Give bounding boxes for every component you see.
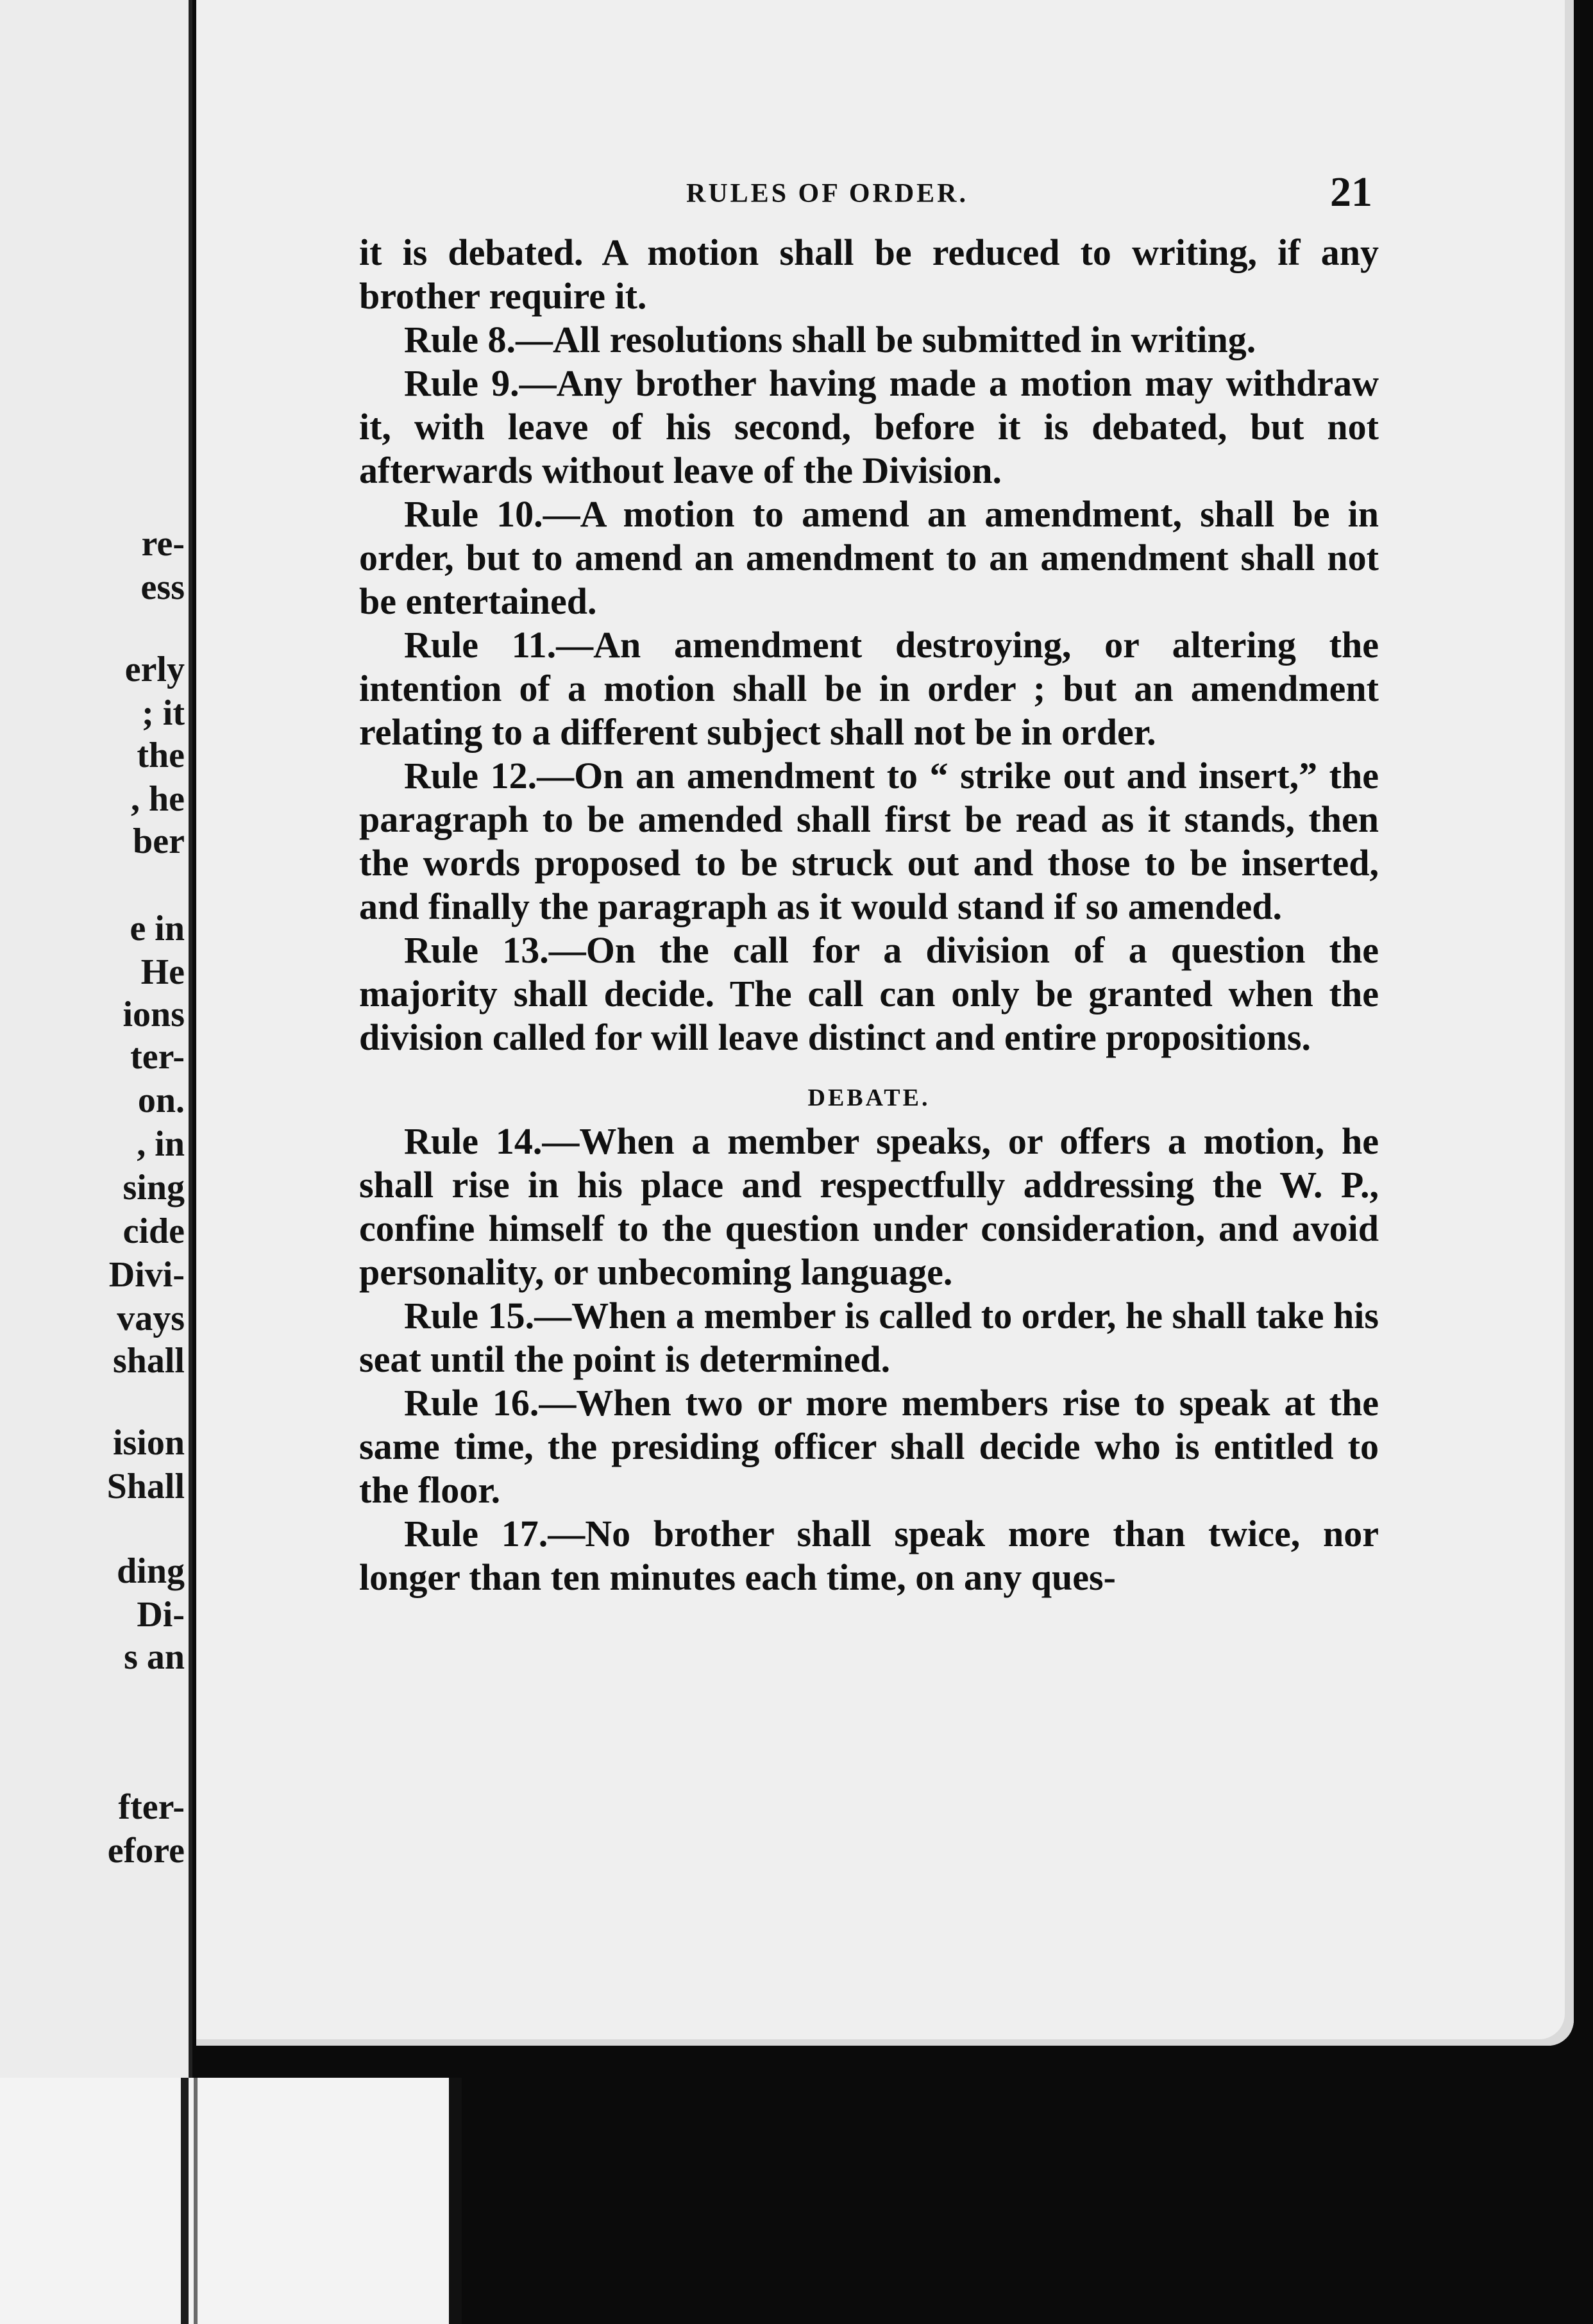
left-fragment: cide	[122, 1211, 185, 1251]
left-fragment: , he	[131, 779, 185, 819]
rule-9: Rule 9.—Any brother having made a motion may withdraw it, with leave of his second, before it is debated, but not afterwards without leave of the Division.	[359, 362, 1379, 491]
left-fragment: vays	[117, 1299, 185, 1338]
rule-10: Rule 10.—A motion to amend an amendment, shall be in order, but to amend an amendment to an amendment shall not be entertained.	[359, 493, 1379, 622]
rule-17: Rule 17.—No brother shall speak more than twice, nor longer than ten minutes each time, on any ques-	[359, 1513, 1379, 1598]
left-fragment: ess	[140, 568, 185, 607]
binding-edge	[449, 2078, 462, 2324]
binding-edge	[181, 2078, 189, 2324]
left-fragment: , in	[137, 1124, 185, 1164]
left-fragment: ding	[117, 1551, 185, 1591]
left-fragment: ions	[122, 995, 185, 1034]
left-fragment: ter-	[130, 1037, 185, 1077]
left-fragment: ; it	[142, 693, 185, 733]
rule-16: Rule 16.—When two or more members rise to speak at the same time, the presiding officer shall decide who is entitled to the floor.	[359, 1382, 1379, 1511]
left-fragment: fter-	[118, 1787, 185, 1827]
section-heading: DEBATE.	[807, 1084, 931, 1111]
page-edge-strip	[0, 2078, 462, 2324]
left-fragment: erly	[124, 650, 185, 689]
left-fragment: s an	[124, 1637, 185, 1677]
left-fragment: on.	[137, 1081, 185, 1120]
rule-11: Rule 11.—An amendment destroying, or altering the intention of a motion shall be in order ; but an amendment relating to a different subject shall not be in order.	[359, 624, 1379, 753]
running-title: RULES OF ORDER.	[686, 179, 968, 208]
left-fragment: ision	[112, 1423, 185, 1463]
left-fragment: e in	[130, 909, 185, 948]
left-fragment: Shall	[106, 1467, 185, 1506]
left-fragment: He	[140, 952, 185, 992]
left-page-fragment	[0, 0, 192, 2078]
rule-8: Rule 8.—All resolutions shall be submitted in writing.	[404, 319, 1256, 360]
binding-edge	[194, 2078, 198, 2324]
running-header	[686, 168, 1372, 213]
rule-14: Rule 14.—When a member speaks, or offers a motion, he shall rise in his place and respectfully addressing the W. P., confine himself to the question under consideration, and avoid personality, or unbecoming language.	[359, 1120, 1379, 1293]
left-fragment: ber	[133, 821, 185, 861]
rule-13: Rule 13.—On the call for a division of a question the majority shall decide. The call can only be granted when the division called for will leave distinct and entire propositions.	[359, 929, 1379, 1058]
rule-12: Rule 12.—On an amendment to “ strike out and insert,” the paragraph to be amended shall first be read as it stands, then the words proposed to be struck out and those to be inserted, and finally the paragraph as it would stand if so amended.	[359, 755, 1379, 927]
gutter-line	[189, 0, 192, 2078]
paragraph-continuation: it is debated. A motion shall be reduced to writing, if any brother require it.	[359, 232, 1379, 317]
rule-15: Rule 15.—When a member is called to order, he shall take his seat until the point is determined.	[359, 1295, 1379, 1380]
page-number: 21	[1330, 169, 1372, 215]
left-fragment: the	[137, 736, 185, 775]
page-text	[359, 231, 1379, 1599]
left-fragment: efore	[107, 1831, 185, 1871]
left-fragment: Di-	[137, 1595, 185, 1635]
left-fragment: sing	[122, 1168, 185, 1208]
left-fragment: re-	[141, 524, 185, 564]
left-fragment: shall	[112, 1341, 185, 1381]
left-fragment: Divi-	[108, 1255, 185, 1295]
